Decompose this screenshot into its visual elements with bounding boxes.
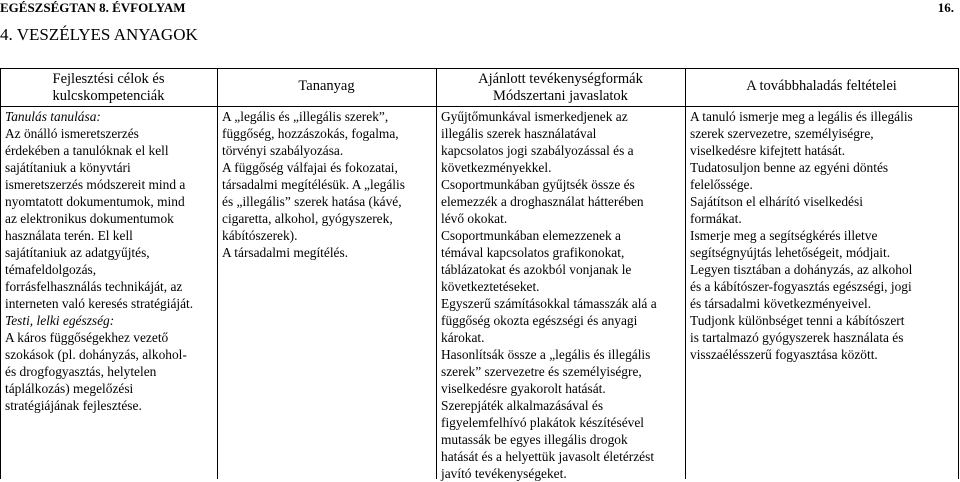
text-line: interneten való keresés stratégiáját. (5, 296, 194, 311)
text-line: következtetéseket. (441, 279, 540, 294)
text-line: viselkedésre kifejtett hatását. (690, 143, 846, 158)
text-line: mutassák be egyes illegális drogok (441, 432, 628, 447)
text-line: és a kábítószer-fogyasztás egészségi, jogi (690, 279, 912, 294)
text-line: Csoportmunkában elemezzenek a (441, 228, 621, 243)
text-line: Ismerje meg a segítségkérés illetve (690, 228, 878, 243)
text-line: figyelemfelhívó plakátok készítésével (441, 415, 645, 430)
text-line: viselkedésre gyakorolt hatását. (441, 381, 606, 396)
text-line: forrásfelhasználás technikáját, az (5, 279, 183, 294)
text-line: sajátítaniuk az adatgyűjtés, (5, 245, 150, 260)
text-line: visszaélésszerű fogyasztása között. (690, 347, 878, 362)
page-header-title: EGÉSZSÉGTAN 8. ÉVFOLYAM (0, 0, 186, 15)
text-line: érdekében a tanulóknak el kell (5, 143, 169, 158)
text-line: is tartalmazó gyógyszerek használata és (690, 330, 904, 345)
table-header-divider (0, 106, 958, 107)
text-line: Tudjonk különbséget tenni a kábítószert (690, 313, 905, 328)
text-line: stratégiájának fejlesztése. (5, 398, 142, 413)
text-line: szerek” szervezetre és személyiségre, (441, 364, 642, 379)
column-body-curriculum (222, 108, 434, 261)
text-line: javító tevékenységeket. (441, 466, 567, 481)
text-line: cigaretta, alkohol, gyógyszerek, (222, 211, 393, 226)
column-divider-2 (436, 68, 437, 479)
text-line: felelőssége. (690, 177, 753, 192)
text-line: szokások (pl. dohányzás, alkohol- (5, 347, 187, 362)
text-line: szerek szervezetre, személyiségre, (690, 126, 874, 141)
text-line: táplálkozás) megelőzési (5, 381, 134, 396)
text-line: Sajátítson el elhárító viselkedési (690, 194, 863, 209)
column-body-requirements (690, 108, 956, 363)
column-body-goals (5, 108, 215, 414)
text-line: következményekkel. (441, 160, 552, 175)
column-divider-1 (217, 68, 218, 479)
text-line: táblázatokat és azokból vonjanak le (441, 262, 632, 277)
section-title: 4. VESZÉLYES ANYAGOK (0, 25, 198, 44)
table-top-border (0, 68, 958, 69)
text-line: és „illegális” szerek hatása (kávé, (222, 194, 402, 209)
text-line: Legyen tisztában a dohányzás, az alkohol (690, 262, 913, 277)
text-line: elemezzék a droghasználat hátterében (441, 194, 644, 209)
text-line: ismeretszerzés módszereit mind a (5, 177, 186, 192)
table-left-border (0, 68, 1, 479)
text-line: formákat. (690, 211, 742, 226)
text-line: témafeldolgozás, (5, 262, 97, 277)
text-line: Csoportmunkában gyűjtsék össze és (441, 177, 635, 192)
text-line: károkat. (441, 330, 485, 345)
column-header-requirements: A továbbhaladás feltételei (746, 78, 897, 94)
text-line: és drogfogyasztás, helytelen (5, 364, 157, 379)
text-line: Tanulás tanulása: (5, 109, 101, 124)
column-divider-3 (685, 68, 686, 479)
text-line: kábítószerek). (222, 228, 298, 243)
table-right-border (958, 68, 959, 479)
text-line: lévő okokat. (441, 211, 508, 226)
text-line: függőség, hozzászokás, fogalma, (222, 126, 399, 141)
text-line: A tanuló ismerje meg a legális és illegális (690, 109, 913, 124)
text-line: törvényi szabályozása. (222, 143, 344, 158)
text-line: segítségnyújtás lehetőségeit, módjait. (690, 245, 891, 260)
text-line: Egyszerű számításokkal támasszák alá a (441, 296, 657, 311)
text-line: Tudatosuljon benne az egyéni döntés (690, 160, 889, 175)
text-line: Gyűjtőmunkával ismerkedjenek az (441, 109, 628, 124)
text-line: nyomtatott dokumentumok, mind (5, 194, 185, 209)
column-header-goals: Fejlesztési célok és kulcskompetenciák (52, 71, 165, 104)
text-line: Szerepjáték alkalmazásával és (441, 398, 604, 413)
text-line: függőség okozta egészségi és anyagi (441, 313, 638, 328)
text-line: A társadalmi megítélés. (222, 245, 349, 260)
text-line: kapcsolatos jogi szabályozással és a (441, 143, 634, 158)
text-line: A „legális és „illegális szerek”, (222, 109, 389, 124)
text-line: A függőség válfajai és fokozatai, (222, 160, 398, 175)
text-line: illegális szerek használatával (441, 126, 597, 141)
text-line: használata terén. El kell (5, 228, 133, 243)
page-number: 16. (937, 0, 954, 15)
text-line: és társadalmi következményeivel. (690, 296, 872, 311)
text-line: A káros függőségekhez vezető (5, 330, 169, 345)
text-line: témával kapcsolatos grafikonokat, (441, 245, 625, 260)
text-line: Az önálló ismeretszerzés (5, 126, 139, 141)
text-line: társadalmi megítélésük. A „legális (222, 177, 405, 192)
text-line: Testi, lelki egészség: (5, 313, 115, 328)
text-line: Hasonlítsák össze a „legális és illegális (441, 347, 651, 362)
column-header-activities: Ajánlott tevékenységformák Módszertani javaslatok (478, 71, 643, 104)
column-header-curriculum: Tananyag (298, 78, 355, 94)
text-line: hatását és a helyettük javasolt életérzést (441, 449, 655, 464)
text-line: sajátítaniuk a könyvtári (5, 160, 131, 175)
text-line: az elektronikus dokumentumok (5, 211, 174, 226)
column-body-activities (441, 108, 683, 482)
